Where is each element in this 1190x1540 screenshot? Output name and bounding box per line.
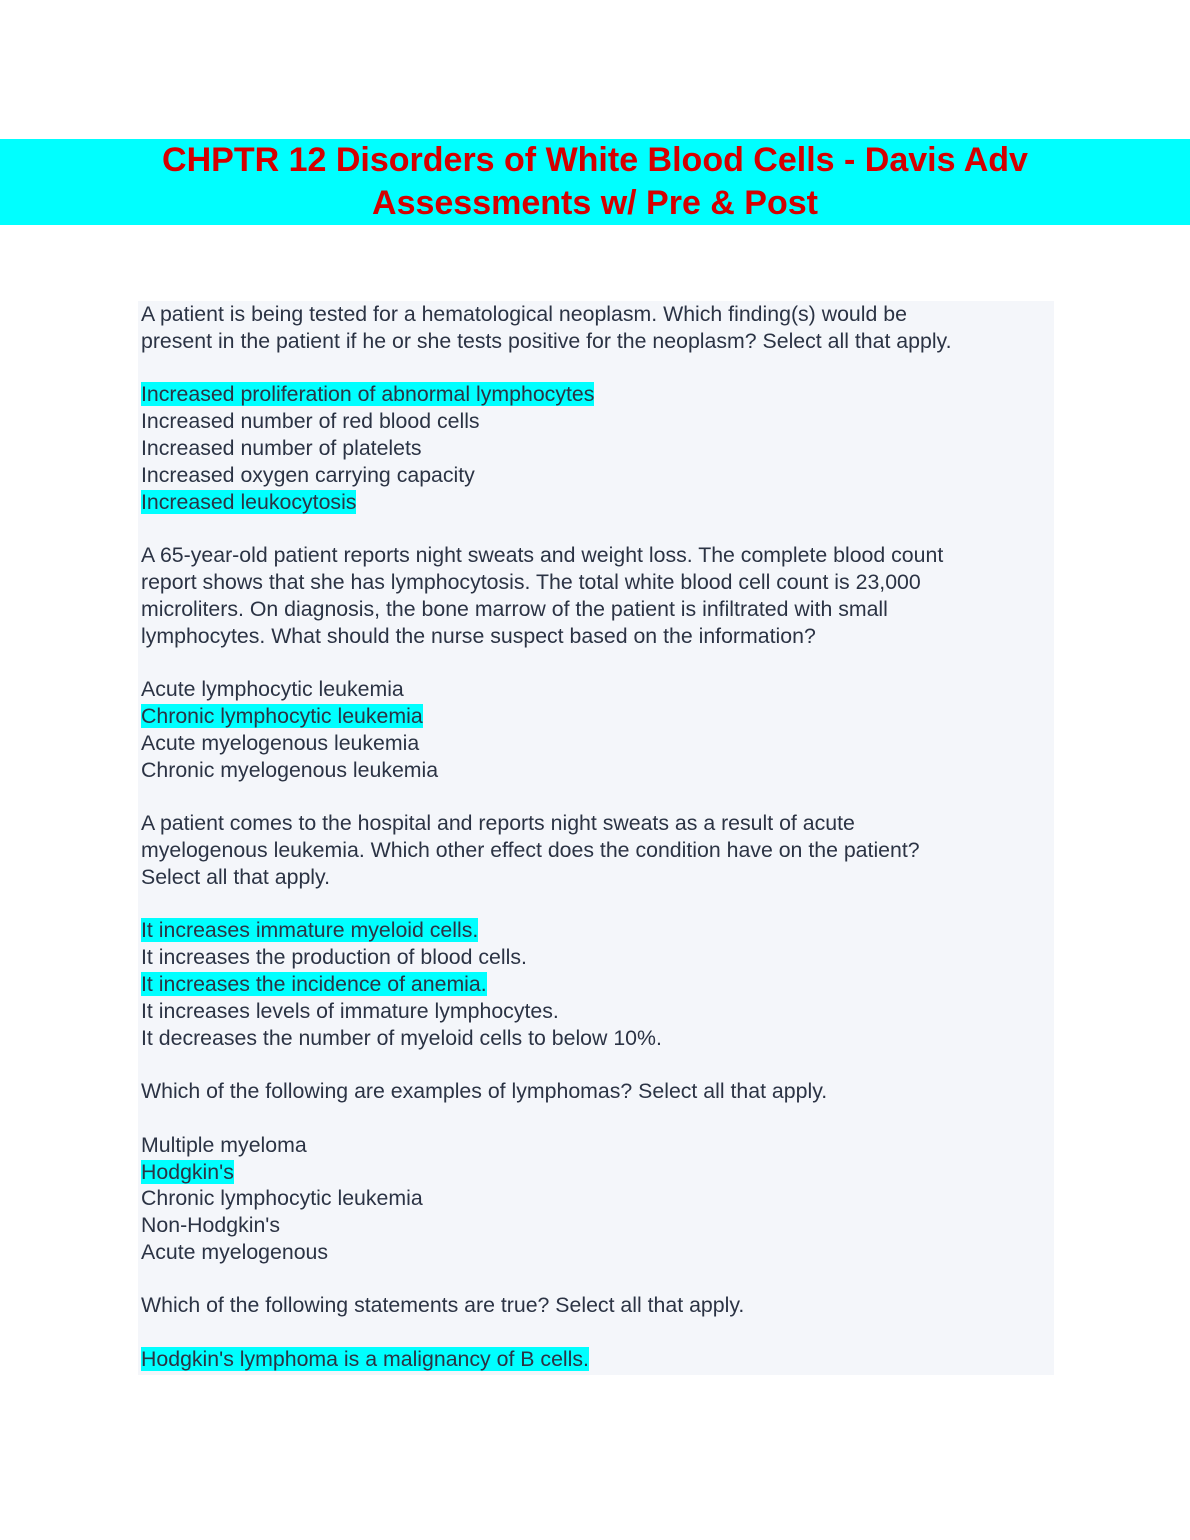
spacer: [141, 1105, 1054, 1132]
spacer: [141, 355, 1054, 382]
answer-option-text: Chronic lymphocytic leukemia: [141, 703, 423, 728]
spacer: [141, 1051, 1054, 1078]
answer-option-text: Increased leukocytosis: [141, 489, 357, 514]
answer-option-text: Chronic lymphocytic leukemia: [141, 1186, 423, 1211]
question-stem-line: Which of the following statements are true? Select all that apply.: [141, 1293, 745, 1318]
question-stem-line: report shows that she has lymphocytosis. The total white blood cell count is 23,000: [141, 569, 921, 594]
answer-option-text: Acute lymphocytic leukemia: [141, 677, 404, 702]
question-stem-line: lymphocytes. What should the nurse suspect based on the information?: [141, 623, 816, 648]
answer-option: [141, 1212, 1054, 1239]
answer-option: [141, 1239, 1054, 1266]
answer-option: [141, 998, 1054, 1025]
question-block: [141, 542, 1054, 810]
answer-option: [141, 1025, 1054, 1052]
spacer: [141, 1319, 1054, 1346]
answer-option-text: It increases levels of immature lymphocytes.: [141, 998, 559, 1023]
answer-option: [141, 1185, 1054, 1212]
answer-option-correct: [141, 971, 1054, 998]
answer-option-correct: [141, 1346, 1054, 1373]
answer-option: [141, 1132, 1054, 1159]
answer-option: [141, 435, 1054, 462]
answer-option-text: Increased number of red blood cells: [141, 409, 480, 434]
answer-option: [141, 757, 1054, 784]
question-block: [141, 1292, 1054, 1372]
question-stem-line: Select all that apply.: [141, 864, 331, 889]
answer-option-text: Chronic myelogenous leukemia: [141, 757, 439, 782]
answer-option-text: Multiple myeloma: [141, 1132, 307, 1157]
question-stem-line: microliters. On diagnosis, the bone marrow of the patient is infiltrated with small: [141, 596, 888, 621]
question-block: [141, 1078, 1054, 1292]
question-block: [141, 301, 1054, 542]
answer-option-correct: [141, 703, 1054, 730]
question-panel: [138, 301, 1054, 1375]
answer-option: [141, 676, 1054, 703]
question-list: [141, 301, 1054, 1373]
answer-option-correct: [141, 489, 1054, 516]
question-stem-line: A patient comes to the hospital and reports night sweats as a result of acute: [141, 811, 855, 836]
answer-option-text: Hodgkin's: [141, 1159, 234, 1184]
answer-option-text: It decreases the number of myeloid cells to below 10%.: [141, 1025, 662, 1050]
spacer: [141, 783, 1054, 810]
title-line-1: CHPTR 12 Disorders of White Blood Cells - Davis Adv: [162, 141, 1028, 179]
answer-option-correct: [141, 381, 1054, 408]
title-line-2: Assessments w/ Pre & Post: [372, 184, 818, 222]
answer-option-text: Increased oxygen carrying capacity: [141, 462, 475, 487]
answer-option: [141, 462, 1054, 489]
answer-option-text: Acute myelogenous: [141, 1239, 329, 1264]
answer-option: [141, 944, 1054, 971]
answer-option: [141, 408, 1054, 435]
question-stem-line: A patient is being tested for a hematological neoplasm. Which finding(s) would be: [141, 302, 907, 326]
question-block: [141, 810, 1054, 1078]
spacer: [141, 891, 1054, 918]
answer-option-text: Non-Hodgkin's: [141, 1213, 281, 1238]
answer-option-text: It increases the production of blood cells.: [141, 945, 527, 970]
answer-option-text: Increased number of platelets: [141, 435, 422, 460]
question-stem-line: A 65-year-old patient reports night sweats and weight loss. The complete blood count: [141, 543, 944, 568]
answer-option-correct: [141, 1159, 1054, 1186]
answer-option-text: Increased proliferation of abnormal lymphocytes: [141, 382, 595, 407]
answer-option-text: It increases the incidence of anemia.: [141, 971, 487, 996]
answer-option-text: Hodgkin's lymphoma is a malignancy of B cells.: [141, 1347, 589, 1372]
question-stem-line: present in the patient if he or she tests positive for the neoplasm? Select all that apply.: [141, 328, 952, 353]
question-stem-line: Which of the following are examples of lymphomas? Select all that apply.: [141, 1079, 828, 1104]
spacer: [141, 649, 1054, 676]
answer-option-text: Acute myelogenous leukemia: [141, 730, 420, 755]
question-stem-line: myelogenous leukemia. Which other effect does the condition have on the patient?: [141, 837, 920, 862]
spacer: [141, 1266, 1054, 1293]
document-title: [0, 139, 1190, 225]
answer-option-correct: [141, 917, 1054, 944]
answer-option: [141, 730, 1054, 757]
answer-option-text: It increases immature myeloid cells.: [141, 918, 479, 943]
spacer: [141, 515, 1054, 542]
